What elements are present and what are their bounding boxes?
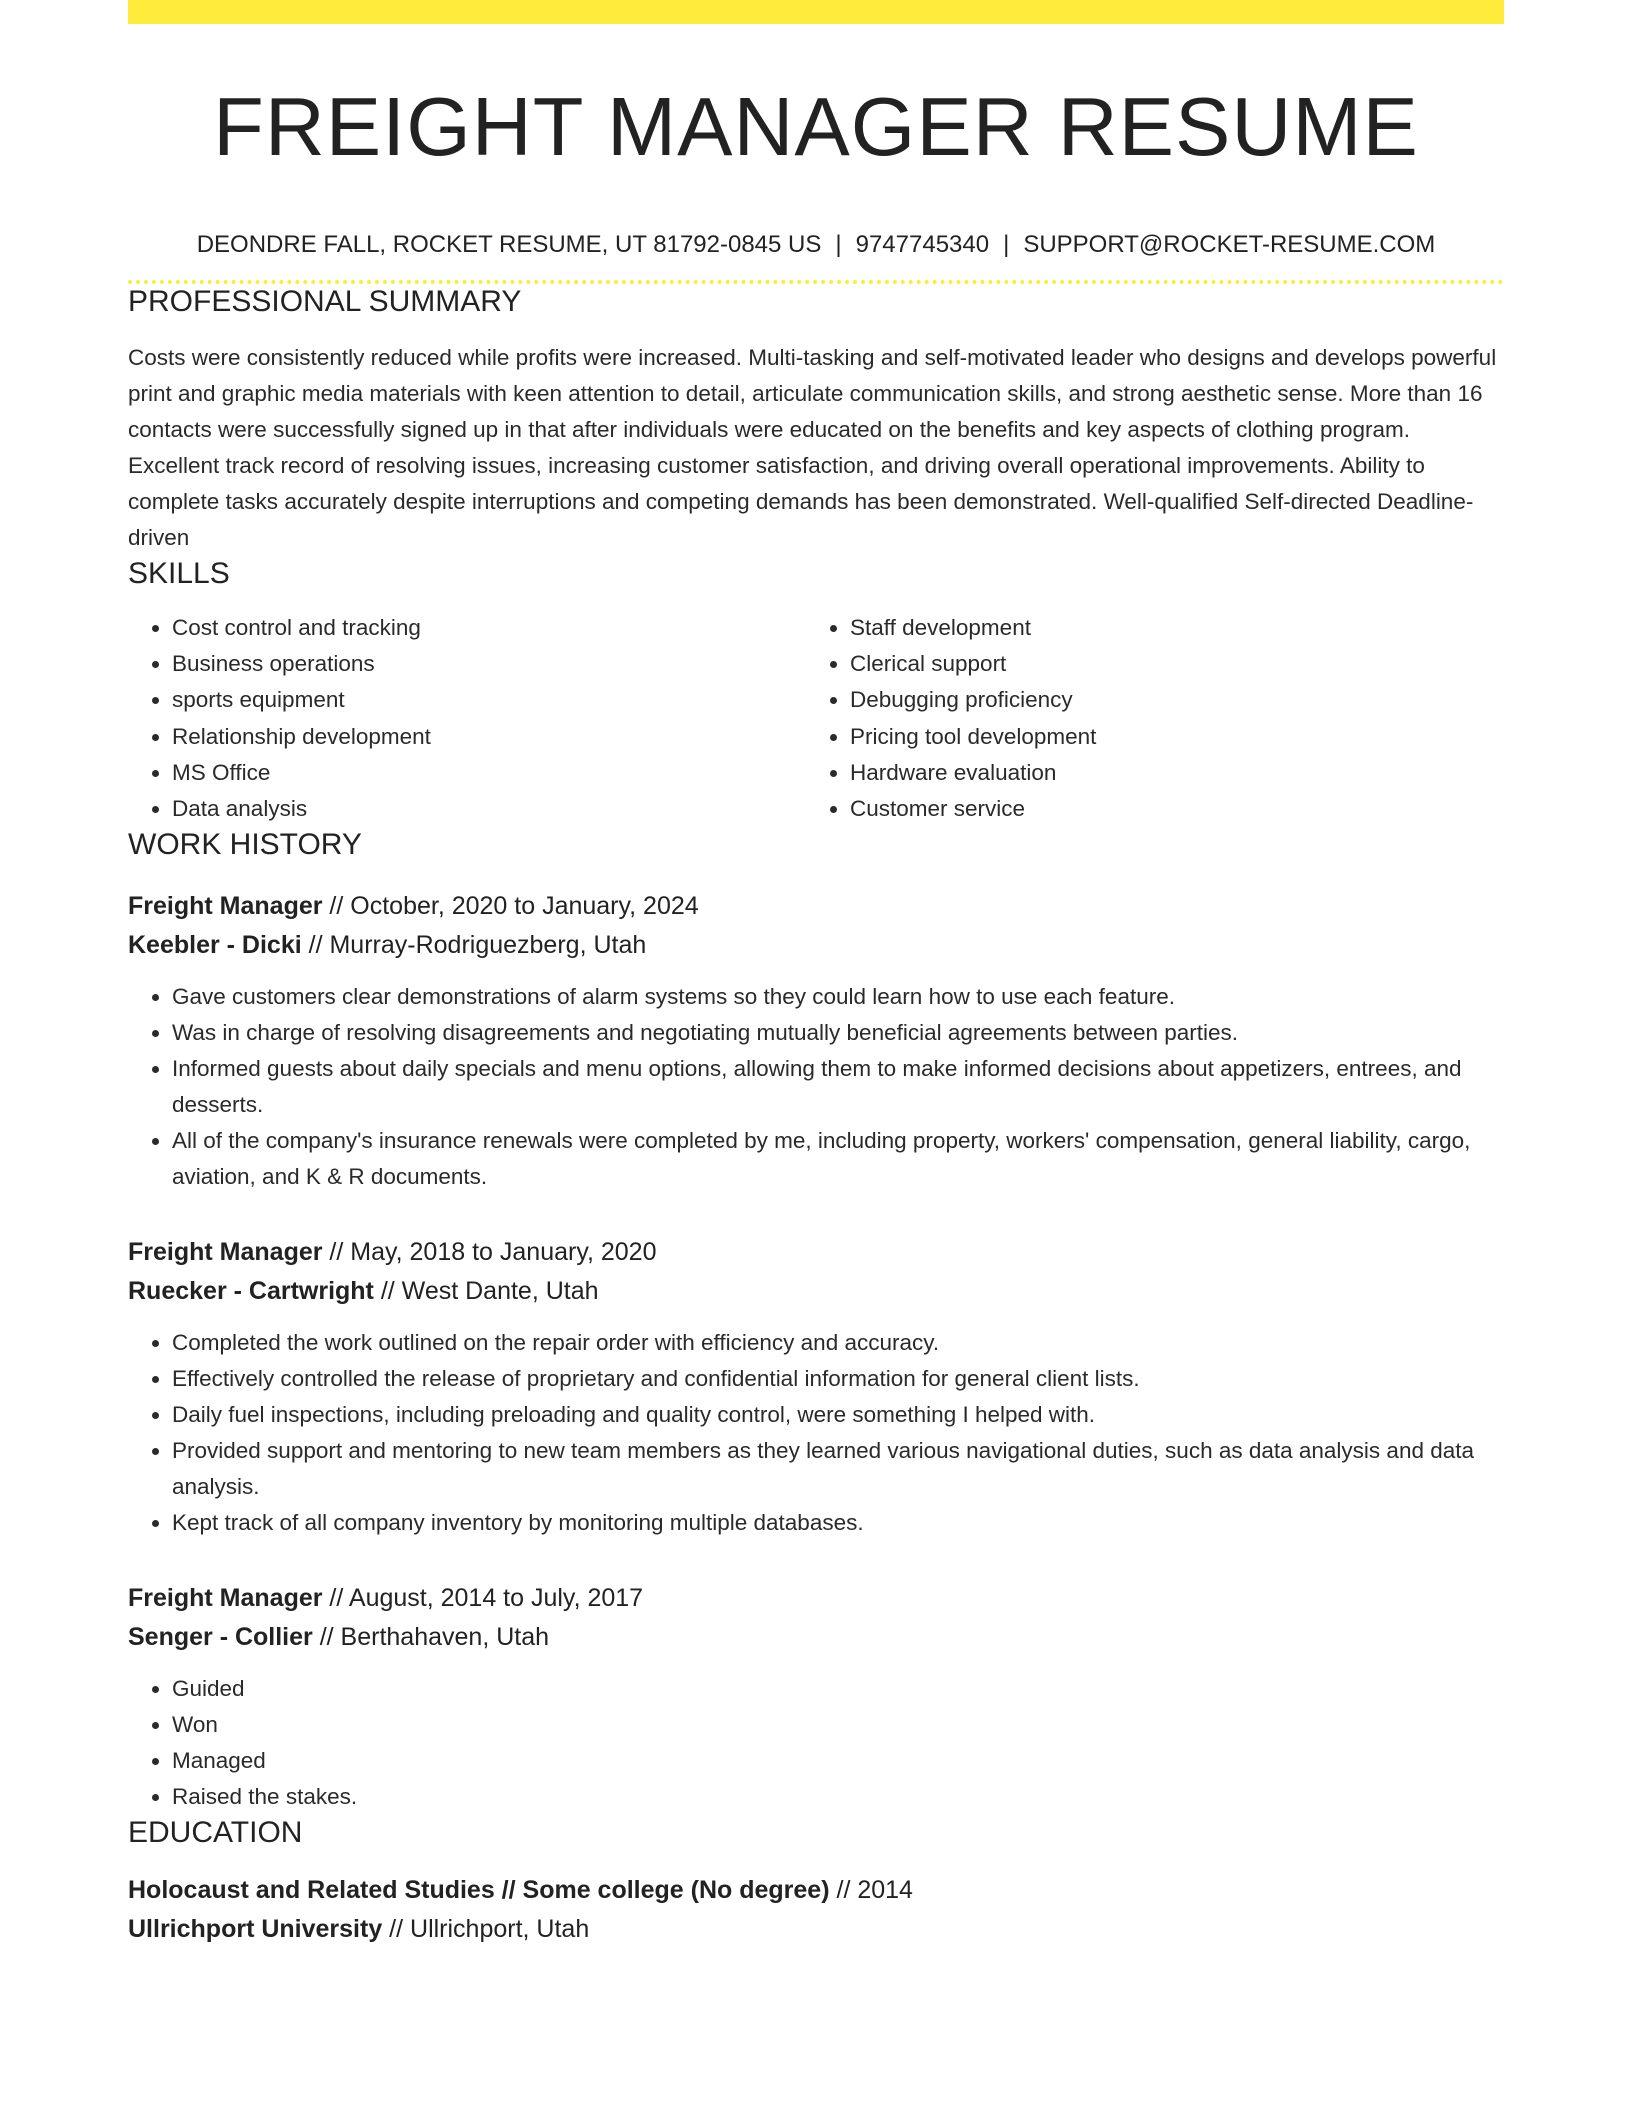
job-company: Ruecker - Cartwright (128, 1277, 374, 1306)
job-title-line (128, 1579, 1504, 1618)
education-degree-line (128, 1871, 1504, 1910)
job-title-line (128, 887, 1504, 926)
skill-item: • Staff development (850, 610, 1484, 646)
education-school-line (128, 1910, 1504, 1949)
skill-item: • Debugging proficiency (850, 682, 1484, 718)
skill-item: • Customer service (850, 791, 1484, 827)
contact-separator: | (1003, 230, 1010, 258)
job-bullet: • Informed guests about daily specials and menu options, allowing them to make informed decisions about appetizers, entrees, and desserts. (172, 1051, 1504, 1123)
job-bullet: • Managed (172, 1743, 1504, 1779)
skill-item: • Pricing tool development (850, 719, 1484, 755)
skill-item: • Cost control and tracking (172, 610, 806, 646)
job-bullet: • All of the company's insurance renewals were completed by me, including property, workers' compensation, general liability, cargo, aviation, and K & R documents. (172, 1123, 1504, 1195)
job-bullet: • Provided support and mentoring to new team members as they learned various navigational duties, such as data analysis and data analysis. (172, 1433, 1504, 1505)
job-dates: // May, 2018 to January, 2020 (322, 1238, 657, 1267)
job-dates: // October, 2020 to January, 2024 (322, 892, 699, 921)
education-year: // 2014 (829, 1876, 913, 1905)
education-school: Ullrichport University (128, 1915, 383, 1944)
job-title: Freight Manager (128, 892, 323, 921)
skill-item: • sports equipment (172, 682, 806, 718)
skill-item: • Clerical support (850, 646, 1484, 682)
job-company-line (128, 1272, 1504, 1311)
skills-column-right (806, 610, 1484, 828)
education-entry (128, 1871, 1504, 1949)
job-location: // West Dante, Utah (373, 1277, 599, 1306)
contact-phone: 9747745340 (855, 230, 990, 258)
job-title: Freight Manager (128, 1238, 323, 1267)
job-bullet: • Was in charge of resolving disagreements and negotiating mutually beneficial agreements between parties. (172, 1015, 1504, 1051)
job-bullet: • Guided (172, 1671, 1504, 1707)
job-location: // Murray-Rodriguezberg, Utah (301, 931, 647, 960)
skills-list (128, 610, 1504, 828)
job-bullets (128, 979, 1504, 1195)
job-bullets (128, 1325, 1504, 1541)
job-title: Freight Manager (128, 1584, 323, 1613)
job-bullet: • Effectively controlled the release of proprietary and confidential information for general client lists. (172, 1361, 1504, 1397)
job-company-line (128, 1618, 1504, 1657)
job-bullet: • Won (172, 1707, 1504, 1743)
job-entry (128, 887, 1504, 1195)
skill-item: • MS Office (172, 755, 806, 791)
skill-item: • Hardware evaluation (850, 755, 1484, 791)
accent-top-bar (128, 0, 1504, 24)
skill-item: • Relationship development (172, 719, 806, 755)
contact-address: DEONDRE FALL, ROCKET RESUME, UT 81792-0845 US (196, 230, 822, 258)
education-heading: EDUCATION (128, 1816, 303, 1850)
skill-item: • Data analysis (172, 791, 806, 827)
summary-text: Costs were consistently reduced while profits were increased. Multi-tasking and self-motivated leader who designs and develops powerful print and graphic media materials with keen attention to detail, articulate communication skills, and strong aesthetic sense. More than 16 contacts were successfully signed up in that after individuals were educated on the benefits and key aspects of clothing program. Excellent track record of resolving issues, increasing customer satisfaction, and driving overall operational improvements. Ability to complete tasks accurately despite interruptions and competing demands has been demonstrated. Well-qualified Self-directed Deadline-driven (128, 344, 1497, 550)
job-bullet: • Kept track of all company inventory by monitoring multiple databases. (172, 1505, 1504, 1541)
skills-heading: SKILLS (128, 556, 230, 590)
skill-item: • Business operations (172, 646, 806, 682)
job-bullet: • Daily fuel inspections, including preloading and quality control, were something I helped with. (172, 1397, 1504, 1433)
job-bullet: • Raised the stakes. (172, 1779, 1504, 1815)
job-title-line (128, 1233, 1504, 1272)
job-bullet: • Completed the work outlined on the repair order with efficiency and accuracy. (172, 1325, 1504, 1361)
contact-email: SUPPORT@ROCKET-RESUME.COM (1023, 230, 1436, 258)
job-dates: // August, 2014 to July, 2017 (322, 1584, 644, 1613)
job-entry (128, 1579, 1504, 1815)
job-location: // Berthahaven, Utah (312, 1623, 550, 1652)
job-bullet: • Gave customers clear demonstrations of alarm systems so they could learn how to use each feature. (172, 979, 1504, 1015)
job-company: Senger - Collier (128, 1623, 313, 1652)
education-degree: Holocaust and Related Studies // Some college (No degree) (128, 1876, 830, 1905)
job-company-line (128, 926, 1504, 965)
job-bullets (128, 1671, 1504, 1815)
education-location: // Ullrichport, Utah (382, 1915, 590, 1944)
job-company: Keebler - Dicki (128, 931, 302, 960)
contact-separator: | (835, 230, 842, 258)
summary-heading: PROFESSIONAL SUMMARY (128, 284, 522, 318)
skills-column-left (128, 610, 806, 828)
work-history-heading: WORK HISTORY (128, 828, 362, 862)
job-entry (128, 1233, 1504, 1541)
resume-title: FREIGHT MANAGER RESUME (213, 80, 1419, 173)
contact-line (128, 230, 1504, 260)
resume-page (128, 0, 1504, 1949)
